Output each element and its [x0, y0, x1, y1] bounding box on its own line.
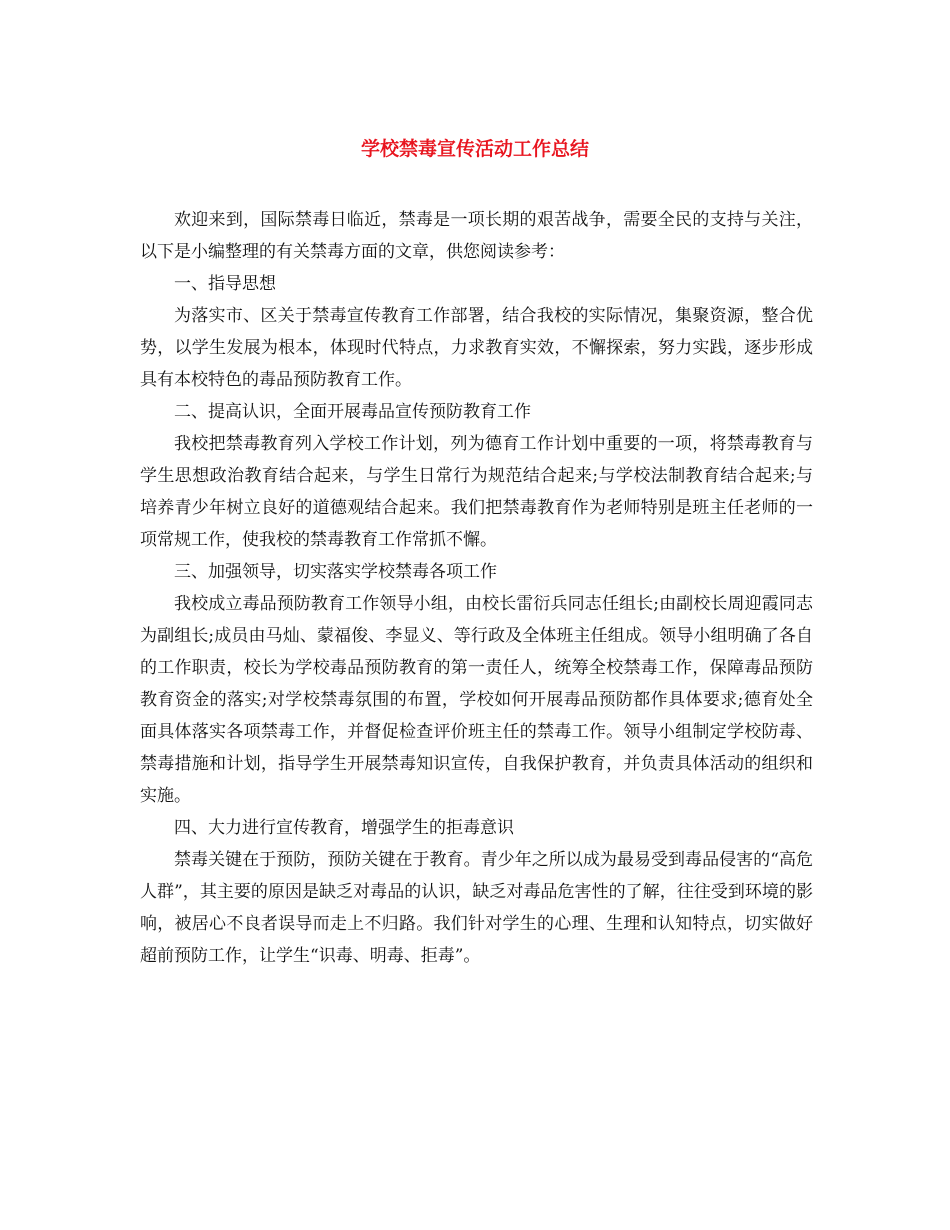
document-body	[140, 204, 813, 972]
section-heading-guiding-ideology: 一、指导思想	[174, 274, 276, 294]
intro-paragraph: 欢迎来到，国际禁毒日临近，禁毒是一项长期的艰苦战争，需要全民的支持与关注，以下是小编整理的有关禁毒方面的文章，供您阅读参考：	[140, 210, 813, 262]
section-paragraph-strengthen-leadership: 我校成立毒品预防教育工作领导小组，由校长雷衍兵同志任组长;由副校长周迎霞同志为副组长;成员由马灿、蒙福俊、李显义、等行政及全体班主任组成。领导小组明确了各自的工作职责，校长为学校毒品预防教育的第一责任人，统筹全校禁毒工作，保障毒品预防教育资金的落实;对学校禁毒氛围的布置，学校如何开展毒品预防都作具体要求;德育处全面具体落实各项禁毒工作，并督促检查评价班主任的禁毒工作。领导小组制定学校防毒、禁毒措施和计划，指导学生开展禁毒知识宣传，自我保护教育，并负责具体活动的组织和实施。	[140, 594, 813, 806]
section-heading-raise-awareness: 二、提高认识，全面开展毒品宣传预防教育工作	[174, 402, 531, 422]
section-heading-strengthen-leadership: 三、加强领导，切实落实学校禁毒各项工作	[174, 562, 497, 582]
section-heading-publicity-education: 四、大力进行宣传教育，增强学生的拒毒意识	[174, 818, 514, 838]
section-paragraph-raise-awareness: 我校把禁毒教育列入学校工作计划，列为德育工作计划中重要的一项，将禁毒教育与学生思想政治教育结合起来，与学生日常行为规范结合起来;与学校法制教育结合起来;与培养青少年树立良好的道德观结合起来。我们把禁毒教育作为老师特别是班主任老师的一项常规工作，使我校的禁毒教育工作常抓不懈。	[140, 434, 813, 550]
section-paragraph-guiding-ideology: 为落实市、区关于禁毒宣传教育工作部署，结合我校的实际情况，集聚资源，整合优势，以学生发展为根本，体现时代特点，力求教育实效，不懈探索，努力实践，逐步形成具有本校特色的毒品预防教育工作。	[140, 306, 813, 390]
document-title: 学校禁毒宣传活动工作总结	[360, 138, 589, 160]
section-paragraph-publicity-education: 禁毒关键在于预防，预防关键在于教育。青少年之所以成为最易受到毒品侵害的“高危人群”，其主要的原因是缺乏对毒品的认识，缺乏对毒品危害性的了解，往往受到环境的影响，被居心不良者误导而走上不归路。我们针对学生的心理、生理和认知特点，切实做好超前预防工作，让学生“识毒、明毒、拒毒”。	[140, 850, 813, 966]
